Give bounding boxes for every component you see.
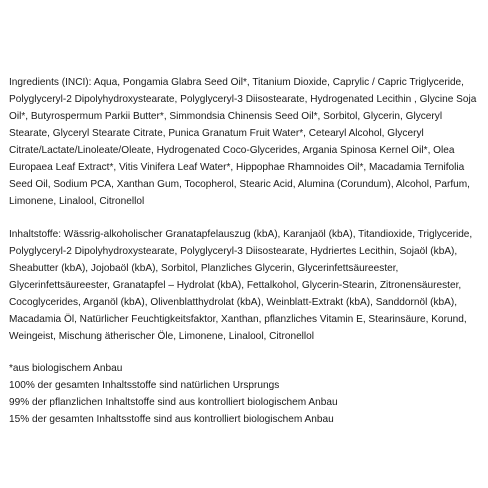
text-line: Seed Oil, Sodium PCA, Xanthan Gum, Tocopherol, Stearic Acid, Alumina (Corundum), Alcohol, Parfum, <box>9 179 470 190</box>
plant-organic-note: 99% der pflanzlichen Inhaltstoffe sind aus kontrolliert biologischem Anbau <box>9 397 338 408</box>
text-line: Citrate/Lactate/Linoleate/Oleate, Hydrogenated Coco-Glycerides, Argania Spinosa Kernel Oil*, Olea <box>9 145 455 156</box>
text-line: Limonene, Linalool, Citronellol <box>9 196 145 207</box>
text-line: Sheabutter (kbA), Jojobaöl (kbA), Sorbitol, Planzliches Glycerin, Glycerinfettsäureester, <box>9 263 399 274</box>
text-line: Polyglyceryl-2 Dipolyhydroxystearate, Polyglyceryl-3 Diisostearate, Hydrogenated Lecithin , Glycine Soja <box>9 94 477 105</box>
text-line: Oil*, Butyrospermum Parkii Butter*, Simmondsia Chinensis Seed Oil*, Sorbitol, Glycerin, Glyceryl <box>9 111 443 122</box>
footnote-organic: *aus biologischem Anbau <box>9 363 123 374</box>
german-ingredients-paragraph <box>9 226 485 345</box>
inci-ingredients-paragraph <box>9 74 485 210</box>
ingredients-document <box>9 74 485 428</box>
text-line: Weingeist, Mischung ätherischer Öle, Limonene, Linalool, Citronellol <box>9 331 315 342</box>
text-line: Cocoglycerides, Arganöl (kbA), Olivenblatthydrolat (kbA), Weinblatt-Extrakt (kbA), Sanddornöl (kbA), <box>9 297 458 308</box>
text-line: Polyglyceryl-2 Dipolyhydroxystearate, Polyglyceryl-3 Diisostearate, Hydriertes Lecithin, Sojaöl (kbA), <box>9 246 458 257</box>
natural-origin-note: 100% der gesamten Inhaltsstoffe sind natürlichen Ursprungs <box>9 380 280 391</box>
paragraph-spacer <box>9 210 485 226</box>
text-line: Glycerinfettsäureester, Granatapfel – Hydrolat (kbA), Fettalkohol, Glycerin-Stearin, Zitronensäurester, <box>9 280 462 291</box>
text-line: Macadamia Öl, Natürlicher Feuchtigkeitsfaktor, Xanthan, pflanzliches Vitamin E, Stearinsäure, Korund, <box>9 314 467 325</box>
text-line: Europaea Leaf Extract*, Vitis Vinifera Leaf Water*, Hippophae Rhamnoides Oil*, Macadamia Ternifolia <box>9 162 465 173</box>
text-line: Inhaltstoffe: Wässrig-alkoholischer Granatapfelauszug (kbA), Karanjaöl (kbA), Titandioxide, Triglyceride, <box>9 229 473 240</box>
text-line: Ingredients (INCI): Aqua, Pongamia Glabra Seed Oil*, Titanium Dioxide, Caprylic / Capric Triglyceride, <box>9 77 464 88</box>
text-line: Stearate, Glyceryl Stearate Citrate, Punica Granatum Fruit Water*, Cetearyl Alcohol, Glyceryl <box>9 128 424 139</box>
paragraph-spacer <box>9 345 485 360</box>
origin-notes-paragraph <box>9 360 485 428</box>
total-organic-note: 15% der gesamten Inhaltsstoffe sind aus kontrolliert biologischem Anbau <box>9 414 334 425</box>
